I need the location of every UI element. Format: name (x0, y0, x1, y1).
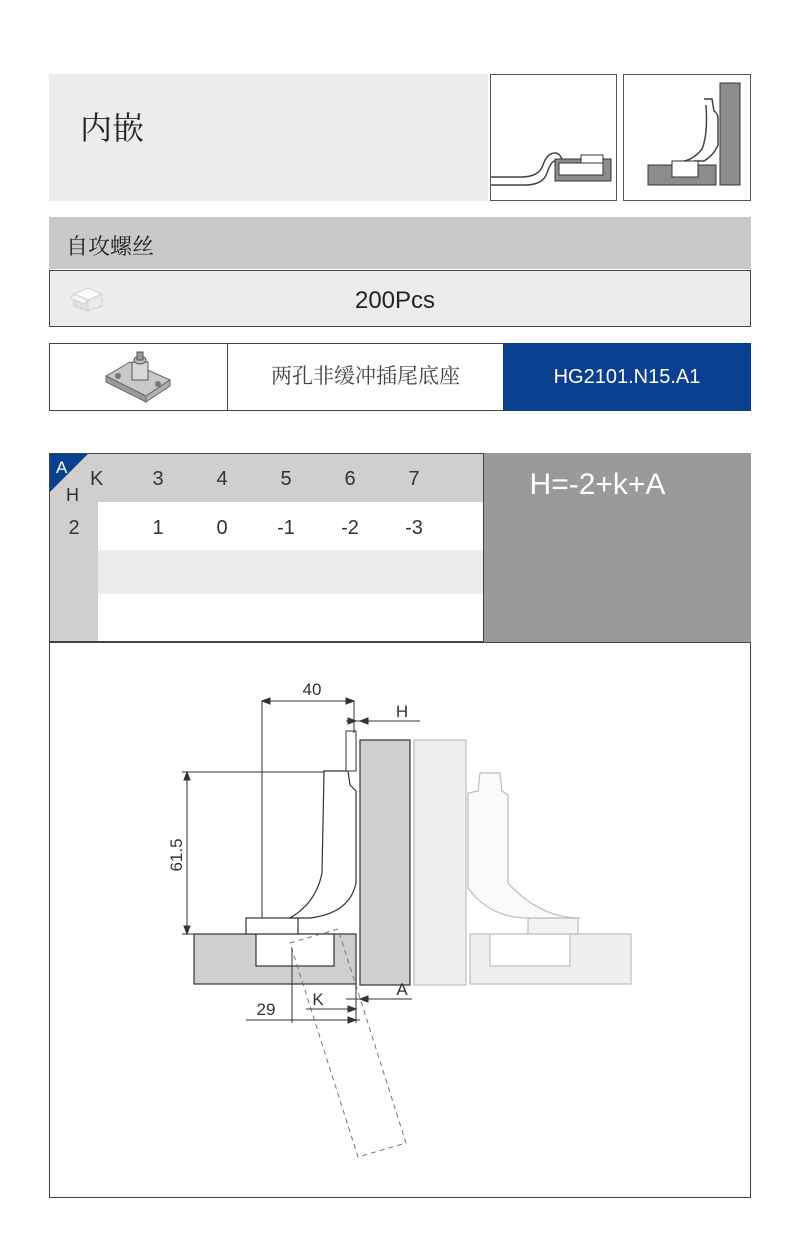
k-value: 3 (152, 468, 164, 490)
k-value: 7 (408, 468, 420, 490)
corner-k: K (90, 468, 104, 490)
hinge-drawing (50, 643, 750, 1197)
table-empty-row-2 (98, 594, 483, 641)
cup-flange (246, 918, 298, 934)
screw-label: 自攻螺丝 (66, 234, 155, 259)
side-panel (360, 740, 410, 985)
hinge-cup (256, 934, 334, 966)
a-value: 1 (152, 517, 164, 539)
k-value: 4 (216, 468, 228, 490)
dim-label-k: K (312, 990, 324, 1009)
k-value: 6 (344, 468, 356, 490)
ghost-hinge (414, 740, 631, 985)
a-value: -2 (341, 517, 359, 539)
a-value: -3 (405, 517, 423, 539)
base-name: 两孔非缓冲插尾底座 (271, 365, 460, 388)
page-title: 内嵌 (80, 110, 145, 146)
adjustment-table (49, 453, 484, 642)
table-empty-row (98, 550, 483, 594)
hinge-plate (346, 731, 356, 771)
formula-text: H=-2+k+A (529, 468, 666, 501)
a-value: 0 (216, 517, 228, 539)
hinge-arm (290, 771, 356, 918)
corner-a: A (56, 458, 68, 477)
h-value: 2 (68, 517, 80, 539)
dim-label-40: 40 (302, 680, 322, 699)
corner-h: H (66, 485, 79, 505)
dim-label-61-5: 61.5 (167, 838, 186, 872)
technical-drawing (49, 642, 751, 1198)
hinge-closed-icon (624, 75, 750, 200)
k-value: 5 (280, 468, 292, 490)
installation-thumbnail-open (490, 74, 617, 201)
installation-thumbnail-closed (623, 74, 751, 201)
package-quantity: 200Pcs (354, 287, 436, 314)
screw-band (49, 217, 751, 269)
hinge-open-icon (491, 75, 616, 200)
mounting-plate-icon (100, 350, 184, 411)
dim-label-29: 29 (256, 1000, 276, 1019)
dimension-h (346, 718, 420, 724)
dim-label-a: A (396, 980, 408, 999)
dim-label-h: H (395, 702, 409, 721)
base-code: HG2101.N15.A1 (503, 343, 751, 411)
a-value: -1 (277, 517, 295, 539)
